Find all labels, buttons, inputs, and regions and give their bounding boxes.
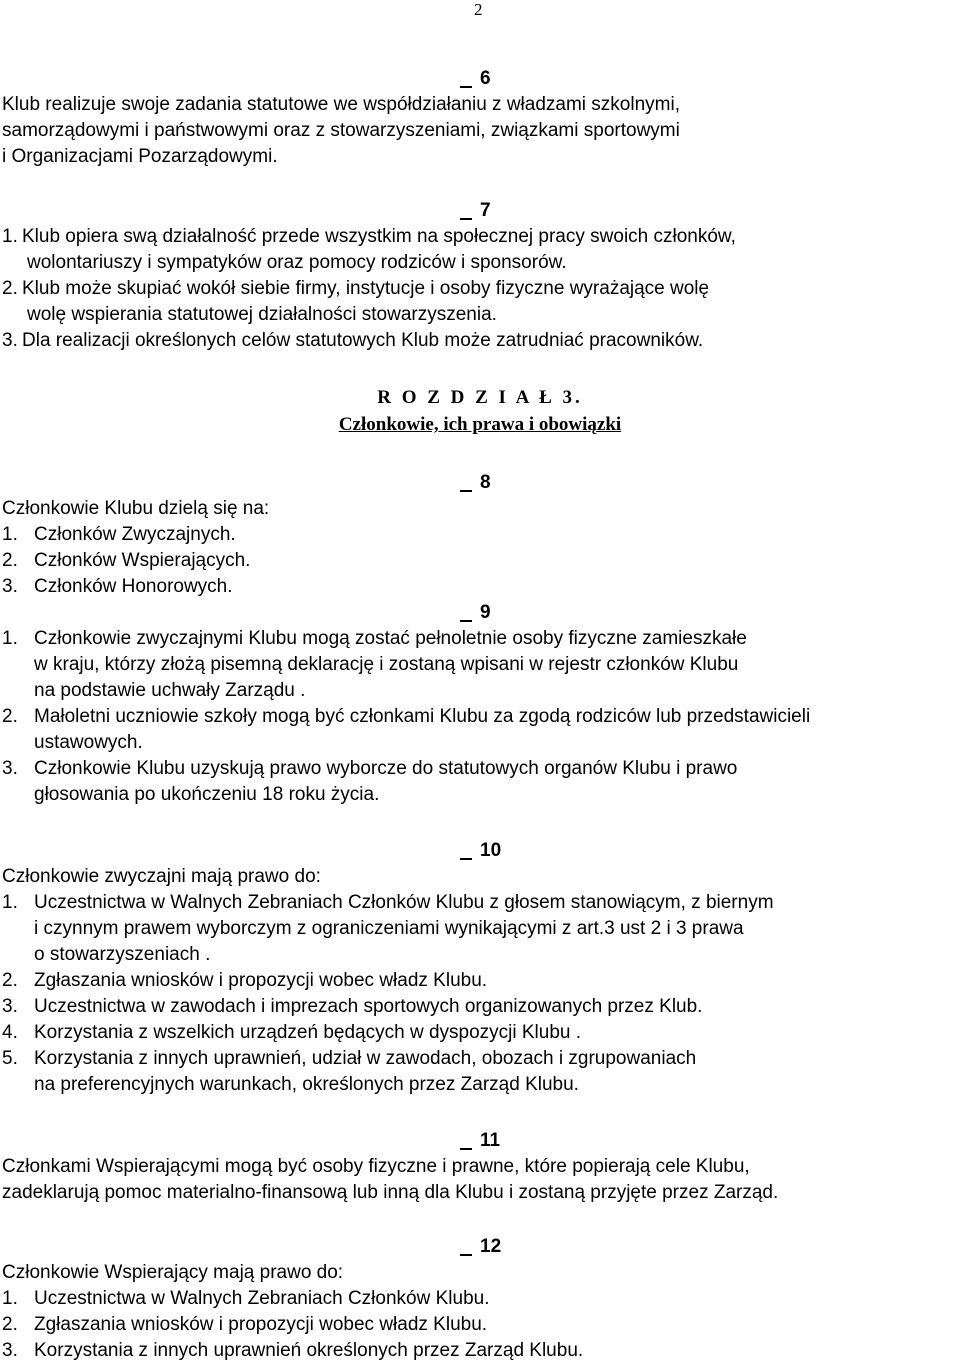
- page-number: 2: [474, 0, 483, 19]
- section-8-heading: 8: [460, 470, 491, 496]
- section-8-list: Członkowie Klubu dzielą się na: 1. Członków Zwyczajnych. 2. Członków Wspierających. 3. Członków Honorowych.: [2, 496, 958, 600]
- section-9-heading: 9: [460, 600, 491, 626]
- section-10-list: Członkowie zwyczajni mają prawo do: 1. Uczestnictwa w Walnych Zebraniach Członków Klubu z głosem stanowiącym, z biernym i czynnym prawem wyborczym z ograniczeniami wynikającymi z art.3 ust 2 i 3 prawa o stowarzyszeniach . 2. Zgłaszania wniosków i propozycji wobec władz Klubu. 3. Uczestnictwa w zawodach i imprezach sportowych organizowanych przez Klub. 4. Korzystania z wszelkich urządzeń będących w dyspozycji Klubu . 5. Korzystania z innych uprawnień, udział w zawodach, obozach i zgrupowaniach na preferencyjnych warunkach, określonych przez Zarząd Klubu.: [2, 864, 958, 1098]
- list-item: 2. Małoletni uczniowie szkoły mogą być członkami Klubu za zgodą rodziców lub przedstawicieli: [2, 706, 811, 727]
- list-item: 1. Klub opiera swą działalność przede wszystkim na społecznej pracy swoich członków,: [2, 226, 736, 247]
- section-sign-icon: [460, 478, 472, 492]
- list-item: 1. Członków Zwyczajnych.: [2, 524, 236, 545]
- list-item: 3. Uczestnictwa w zawodach i imprezach sportowych organizowanych przez Klub.: [2, 996, 703, 1017]
- section-9-list: 1. Członkowie zwyczajnymi Klubu mogą zostać pełnoletnie osoby fizyczne zamieszkałe w kraju, którzy złożą pisemną deklarację i zostaną wpisani w rejestr członków Klubu na podstawie uchwały Zarządu . 2. Małoletni uczniowie szkoły mogą być członkami Klubu za zgodą rodziców lub przedstawicieli ustawowych. 3. Członkowie Klubu uzyskują prawo wyborcze do statutowych organów Klubu i prawo głosowania po ukończeniu 18 roku życia.: [2, 626, 958, 808]
- section-sign-icon: [460, 206, 472, 220]
- list-item: 3. Członków Honorowych.: [2, 576, 233, 597]
- list-item: 2. Zgłaszania wniosków i propozycji wobec władz Klubu.: [2, 1314, 488, 1335]
- chapter-title: R O Z D Z I A Ł 3.: [377, 387, 583, 408]
- list-item: 3. Członkowie Klubu uzyskują prawo wyborcze do statutowych organów Klubu i prawo: [2, 758, 738, 779]
- list-item: 2. Klub może skupiać wokół siebie firmy, instytucje i osoby fizyczne wyrażające wolę: [2, 278, 710, 299]
- section-12-heading: 12: [460, 1234, 501, 1260]
- section-11-text: Członkami Wspierającymi mogą być osoby fizyczne i prawne, które popierają cele Klubu, zadeklarują pomoc materialno-finansową lub inną dla Klubu i zostaną przyjęte przez Zarząd.: [2, 1156, 779, 1203]
- list-item: 2. Członków Wspierających.: [2, 550, 251, 571]
- section-10-heading: 10: [460, 838, 501, 864]
- list-item: 4. Korzystania z wszelkich urządzeń będących w dyspozycji Klubu .: [2, 1022, 582, 1043]
- section-6-text: Klub realizuje swoje zadania statutowe we współdziałaniu z władzami szkolnymi, samorządowymi i państwowymi oraz z stowarzyszeniami, związkami sportowymi i Organizacjami Pozarządowymi.: [2, 94, 680, 167]
- section-11-heading: 11: [460, 1128, 500, 1154]
- list-item: 3. Korzystania z innych uprawnień określonych przez Zarząd Klubu.: [2, 1340, 584, 1361]
- chapter-subtitle: Członkowie, ich prawa i obowiązki: [338, 414, 622, 435]
- section-sign-icon: [460, 608, 472, 622]
- section-sign-icon: [460, 1136, 472, 1150]
- section-sign-icon: [460, 846, 472, 860]
- section-7-list: 1. Klub opiera swą działalność przede wszystkim na społecznej pracy swoich członków, wolontariuszy i sympatyków oraz pomocy rodziców i sponsorów. 2. Klub może skupiać wokół siebie firmy, instytucje i osoby fizyczne wyrażające wolę wolę wspierania statutowej działalności stowarzyszenia. 3. Dla realizacji określonych celów statutowych Klub może zatrudniać pracowników.: [2, 224, 958, 354]
- list-item: 5. Korzystania z innych uprawnień, udział w zawodach, obozach i zgrupowaniach: [2, 1048, 697, 1069]
- section-sign-icon: [460, 1242, 472, 1256]
- list-item: 3. Dla realizacji określonych celów statutowych Klub może zatrudniać pracowników.: [2, 330, 704, 351]
- list-item: 1. Uczestnictwa w Walnych Zebraniach Członków Klubu.: [2, 1288, 490, 1309]
- section-12-list: Członkowie Wspierający mają prawo do: 1. Uczestnictwa w Walnych Zebraniach Członków Klubu. 2. Zgłaszania wniosków i propozycji wobec władz Klubu. 3. Korzystania z innych uprawnień określonych przez Zarząd Klubu.: [2, 1260, 958, 1364]
- section-6-heading: 6: [460, 66, 491, 92]
- list-item: 1. Członkowie zwyczajnymi Klubu mogą zostać pełnoletnie osoby fizyczne zamieszkałe: [2, 628, 747, 649]
- list-item: 2. Zgłaszania wniosków i propozycji wobec władz Klubu.: [2, 970, 488, 991]
- list-item: 1. Uczestnictwa w Walnych Zebraniach Członków Klubu z głosem stanowiącym, z biernym: [2, 892, 774, 913]
- section-sign-icon: [460, 74, 472, 88]
- section-7-heading: 7: [460, 198, 491, 224]
